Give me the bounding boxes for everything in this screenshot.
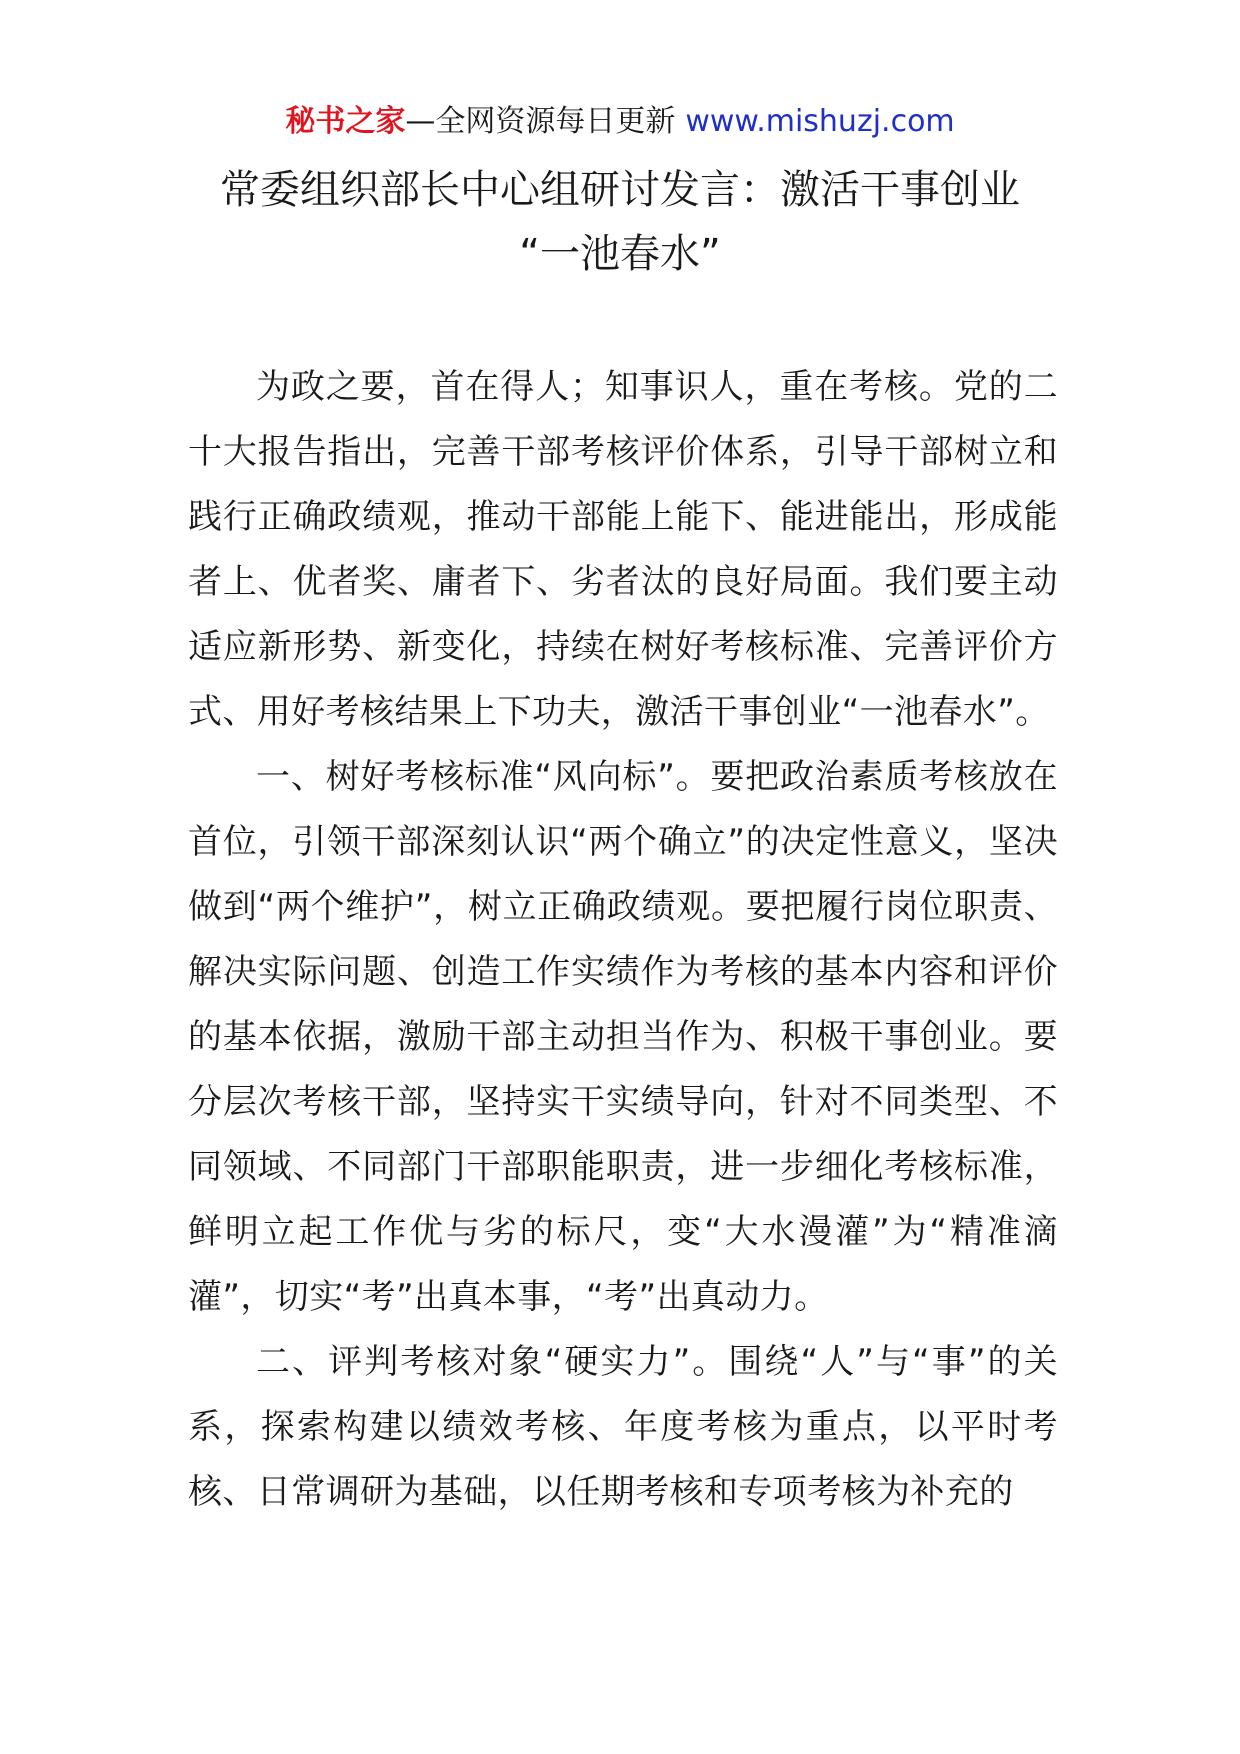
paragraph-intro: 为政之要，首在得人；知事识人，重在考核。党的二十大报告指出，完善干部考核评价体系，引导干部树立和践行正确政绩观，推动干部能上能下、能进能出，形成能者上、优者奖、庸者下、劣者汰的良好局面。我们要主动适应新形势、新变化，持续在树好考核标准、完善评价方式、用好考核结果上下功夫，激活干事创业“一池春水”。 [188,367,1058,732]
header-slogan: —全网资源每日更新 [405,104,676,139]
document-title [120,158,1120,286]
title-line-1: 常委组织部长中心组研讨发言：激活干事创业 [220,167,1020,213]
title-line-2: “一池春水” [519,231,721,277]
document-body [188,355,1058,1525]
paragraph-section-2: 二、评判考核对象“硬实力”。围绕“人”与“事”的关系，探索构建以绩效考核、年度考核为重点，以平时考核、日常调研为基础，以任期考核和专项考核为补充的 [188,1342,1058,1512]
site-header [0,100,1240,144]
site-url-link[interactable]: www.mishuzj.com [685,104,955,139]
brand-name: 秘书之家 [285,104,406,139]
paragraph-section-1: 一、树好考核标准“风向标”。要把政治素质考核放在首位，引领干部深刻认识“两个确立”的决定性意义，坚决做到“两个维护”，树立正确政绩观。要把履行岗位职责、解决实际问题、创造工作实绩作为考核的基本内容和评价的基本依据，激励干部主动担当作为、积极干事创业。要分层次考核干部，坚持实干实绩导向，针对不同类型、不同领域、不同部门干部职能职责，进一步细化考核标准，鲜明立起工作优与劣的标尺，变“大水漫灌”为“精准滴灌”，切实“考”出真本事，“考”出真动力。 [188,757,1058,1317]
